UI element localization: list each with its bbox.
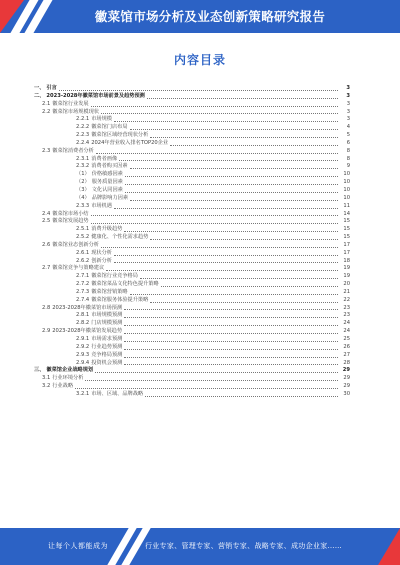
toc-entry-number: 二、 bbox=[34, 92, 45, 99]
toc-entry-title: 徽菜馆市场小结 bbox=[52, 210, 89, 217]
toc-entry-page: 29 bbox=[343, 383, 350, 390]
toc-entry-page: 8 bbox=[346, 155, 350, 162]
toc-entry-page: 25 bbox=[343, 336, 350, 342]
toc-entry-title: 消费者画像 bbox=[91, 155, 118, 162]
toc-leader-dots bbox=[124, 316, 338, 318]
toc-entry-number: 2.3.1 bbox=[76, 155, 90, 162]
toc-leader-dots bbox=[125, 175, 338, 177]
toc-entry[interactable] bbox=[30, 195, 350, 203]
toc-entry[interactable] bbox=[30, 265, 350, 273]
toc-entry-number: 2.5.2 bbox=[76, 234, 90, 241]
toc-entry[interactable] bbox=[30, 156, 350, 164]
toc-entry-page: 11 bbox=[343, 202, 350, 209]
toc-entry[interactable] bbox=[30, 218, 350, 226]
toc-entry-title: 徽菜馆服务体验提升策略 bbox=[91, 296, 149, 303]
toc-entry[interactable] bbox=[30, 101, 350, 109]
toc-entry-page: 3 bbox=[346, 108, 350, 115]
toc-entry-number: 2.8 bbox=[42, 304, 51, 311]
toc-entry-page: 17 bbox=[343, 241, 350, 248]
toc-entry-title: 市场规模预测 bbox=[91, 312, 123, 319]
toc-entry-number: （2） bbox=[76, 179, 90, 186]
toc-entry-number: 2.7 bbox=[42, 265, 51, 272]
toc-entry[interactable] bbox=[30, 109, 350, 117]
toc-leader-dots bbox=[91, 214, 338, 216]
toc-entry-title: 徽菜馆菜品文化特色提升策略 bbox=[91, 281, 159, 288]
toc-leader-dots bbox=[124, 308, 338, 310]
toc-leader-dots bbox=[114, 120, 338, 122]
toc-entry-page: 27 bbox=[343, 351, 350, 358]
toc-leader-dots bbox=[96, 152, 338, 154]
footer-slogan-right: 行业专家、管理专家、营销专家、战略专家、成功企业家…… bbox=[145, 542, 343, 550]
toc-leader-dots bbox=[140, 277, 338, 279]
toc-entry[interactable] bbox=[30, 320, 350, 328]
toc-entry[interactable] bbox=[30, 234, 350, 242]
toc-leader-dots bbox=[124, 324, 338, 326]
toc-entry-number: 2.6.2 bbox=[76, 257, 90, 264]
toc-entry-title: 消费者购买因素 bbox=[91, 163, 128, 170]
toc-entry[interactable] bbox=[30, 132, 350, 140]
toc-entry-page: 10 bbox=[343, 171, 350, 178]
toc-entry[interactable] bbox=[30, 124, 350, 132]
toc-leader-dots bbox=[124, 340, 338, 342]
toc-entry-title: 投资机会预测 bbox=[91, 359, 123, 366]
toc-entry-number: 2.1 bbox=[42, 100, 51, 107]
toc-entry-title: 消费升级趋势 bbox=[91, 226, 123, 233]
toc-leader-dots bbox=[101, 112, 338, 114]
toc-entry-page: 15 bbox=[343, 218, 350, 225]
toc-entry-title: 门店规模预测 bbox=[91, 320, 123, 327]
toc-entry[interactable] bbox=[30, 312, 350, 320]
toc-entry[interactable] bbox=[30, 305, 350, 313]
toc-entry-title: 徽菜馆发展趋势 bbox=[52, 218, 89, 225]
toc-entry[interactable] bbox=[30, 375, 350, 383]
toc-entry-title: 徽菜馆行业竞争格局 bbox=[91, 273, 138, 280]
toc-entry-page: 30 bbox=[343, 390, 350, 397]
footer-bar bbox=[0, 528, 400, 565]
toc-entry-number: （3） bbox=[76, 186, 90, 193]
toc-entry-number: 一、 bbox=[34, 85, 45, 91]
toc-entry-title: 服务质量因素 bbox=[91, 179, 123, 186]
toc-entry-number: 2.4 bbox=[42, 210, 51, 217]
toc-entry[interactable] bbox=[30, 297, 350, 305]
toc-entry-number: 2.9 bbox=[42, 328, 51, 335]
toc-entry-title: 徽菜馆市场规模现状 bbox=[52, 108, 99, 115]
toc-entry-number: 2.9.4 bbox=[76, 359, 90, 366]
toc-entry-page: 6 bbox=[346, 139, 350, 146]
toc-entry-page: 18 bbox=[343, 257, 350, 264]
toc-entry-title: 品牌影响力因素 bbox=[91, 194, 129, 201]
toc-entry-title: 市场机遇 bbox=[91, 202, 112, 209]
toc-leader-dots bbox=[170, 144, 338, 146]
toc-entry-title: 徽菜馆行业发展 bbox=[52, 100, 89, 107]
toc-entry-number: （4） bbox=[76, 194, 90, 201]
toc-entry-title: 2024年营业收入排名TOP20企业 bbox=[91, 139, 169, 146]
toc-entry-title: 徽菜馆营销策略 bbox=[91, 288, 128, 295]
toc-entry[interactable] bbox=[30, 383, 350, 391]
toc-leader-dots bbox=[125, 191, 338, 193]
toc-entry-page: 3 bbox=[346, 100, 350, 107]
toc-leader-dots bbox=[119, 159, 338, 161]
table-of-contents bbox=[30, 85, 350, 399]
toc-leader-dots bbox=[130, 199, 338, 201]
toc-entry-title: 徽菜馆消费者分析 bbox=[52, 147, 94, 154]
toc-entry-title: 行业环境分析 bbox=[52, 375, 84, 382]
document-title: 徽菜馆市场分析及业态创新策略研究报告 bbox=[94, 9, 326, 24]
toc-entry-title: 市场、区域、品牌战略 bbox=[91, 390, 144, 397]
toc-entry-page: 26 bbox=[343, 343, 350, 350]
toc-entry-page: 3 bbox=[346, 85, 350, 91]
toc-entry-number: 3.1 bbox=[42, 375, 51, 382]
toc-leader-dots bbox=[85, 379, 338, 381]
toc-entry-title: 文化认同因素 bbox=[91, 186, 123, 193]
toc-leader-dots bbox=[124, 363, 338, 365]
toc-entry-page: 15 bbox=[343, 226, 350, 233]
toc-entry-page: 28 bbox=[343, 359, 350, 366]
toc-leader-dots bbox=[130, 128, 338, 130]
toc-entry-title: 竞争格局预测 bbox=[91, 351, 123, 358]
toc-leader-dots bbox=[130, 293, 338, 295]
toc-entry-number: 2.2.4 bbox=[76, 139, 90, 146]
toc-entry-page: 5 bbox=[346, 132, 350, 139]
toc-entry-page: 10 bbox=[343, 194, 350, 201]
toc-entry-title: 行业战略 bbox=[52, 383, 74, 390]
toc-entry-page: 22 bbox=[343, 296, 350, 303]
toc-leader-dots bbox=[161, 285, 338, 287]
toc-entry-title: 2023-2028年徽菜馆市场前景及趋势预测 bbox=[46, 92, 145, 99]
toc-entry-number: 2.3.2 bbox=[76, 163, 90, 170]
toc-entry-number: （1） bbox=[76, 171, 90, 178]
toc-entry-page: 4 bbox=[346, 124, 350, 131]
toc-entry-number: 2.7.4 bbox=[76, 296, 90, 303]
toc-leader-dots bbox=[114, 254, 338, 256]
toc-entry-title: 徽菜馆区域经营现状分析 bbox=[91, 132, 149, 139]
toc-leader-dots bbox=[101, 246, 338, 248]
toc-entry-page: 9 bbox=[346, 163, 350, 170]
toc-leader-dots bbox=[95, 371, 338, 373]
toc-leader-dots bbox=[150, 136, 338, 138]
toc-entry[interactable] bbox=[30, 328, 350, 336]
toc-heading: 内容目录 bbox=[173, 53, 226, 67]
toc-entry-number: 2.8.2 bbox=[76, 320, 90, 327]
toc-leader-dots bbox=[145, 395, 338, 397]
toc-entry-number: 2.2.3 bbox=[76, 132, 90, 139]
toc-entry[interactable] bbox=[30, 85, 350, 93]
toc-entry[interactable] bbox=[30, 391, 350, 399]
toc-entry[interactable] bbox=[30, 148, 350, 156]
toc-entry-number: 2.8.1 bbox=[76, 312, 90, 319]
toc-entry-number: 2.6 bbox=[42, 241, 51, 248]
toc-entry-page: 20 bbox=[343, 281, 350, 288]
toc-entry-page: 23 bbox=[343, 312, 350, 319]
toc-entry-number: 2.2 bbox=[42, 108, 51, 115]
toc-entry[interactable] bbox=[30, 250, 350, 258]
toc-leader-dots bbox=[150, 301, 338, 303]
toc-leader-dots bbox=[125, 183, 338, 185]
toc-entry-title: 价格敏感因素 bbox=[91, 171, 123, 178]
toc-leader-dots bbox=[59, 89, 338, 91]
toc-entry-number: 三、 bbox=[34, 367, 45, 374]
toc-leader-dots bbox=[130, 167, 338, 169]
toc-leader-dots bbox=[106, 269, 338, 271]
toc-entry-page: 8 bbox=[346, 147, 350, 154]
toc-entry-number: 2.9.2 bbox=[76, 343, 90, 350]
toc-entry-title: 2023-2028年徽菜馆发展趋势 bbox=[52, 328, 123, 335]
toc-entry-number: 2.6.1 bbox=[76, 249, 90, 256]
toc-entry-page: 24 bbox=[343, 320, 350, 327]
toc-entry[interactable] bbox=[30, 336, 350, 344]
toc-entry-title: 创新分析 bbox=[91, 257, 112, 264]
toc-entry-page: 17 bbox=[343, 249, 350, 256]
toc-entry-page: 10 bbox=[343, 179, 350, 186]
toc-entry-number: 2.3 bbox=[42, 147, 51, 154]
toc-entry-title: 徽菜馆业态创新分析 bbox=[52, 241, 99, 248]
toc-entry-number: 2.2.1 bbox=[76, 116, 90, 123]
toc-entry-number: 2.5 bbox=[42, 218, 51, 225]
header-bar bbox=[0, 0, 400, 33]
toc-entry-page: 19 bbox=[343, 265, 350, 272]
toc-entry-page: 14 bbox=[343, 210, 350, 217]
toc-entry[interactable] bbox=[30, 281, 350, 289]
toc-entry-number: 2.2.2 bbox=[76, 124, 90, 131]
toc-entry-title: 徽菜馆企业战略规划 bbox=[46, 367, 94, 374]
toc-entry-title: 市场规模 bbox=[91, 116, 112, 123]
toc-entry-page: 24 bbox=[343, 328, 350, 335]
footer-red-corner bbox=[378, 528, 400, 565]
toc-entry[interactable] bbox=[30, 242, 350, 250]
toc-entry-number: 2.7.2 bbox=[76, 281, 90, 288]
toc-leader-dots bbox=[114, 261, 338, 263]
toc-entry-title: 2023-2028年徽菜馆市场预测 bbox=[52, 304, 123, 311]
toc-entry-title: 市场需求预测 bbox=[91, 336, 123, 342]
toc-entry[interactable] bbox=[30, 226, 350, 234]
toc-entry-page: 19 bbox=[343, 273, 350, 280]
toc-entry-number: 2.3.3 bbox=[76, 202, 90, 209]
toc-entry-page: 3 bbox=[346, 116, 350, 123]
toc-leader-dots bbox=[75, 387, 338, 389]
toc-entry-page: 10 bbox=[343, 186, 350, 193]
toc-entry[interactable] bbox=[30, 179, 350, 187]
toc-leader-dots bbox=[124, 332, 338, 334]
footer-slogan-left: 让每个人都能成为 bbox=[48, 542, 108, 550]
toc-leader-dots bbox=[147, 97, 338, 99]
toc-leader-dots bbox=[124, 348, 338, 350]
toc-entry-number: 2.9.3 bbox=[76, 351, 90, 358]
toc-entry-page: 3 bbox=[346, 92, 350, 99]
toc-entry-page: 29 bbox=[342, 367, 350, 374]
toc-entry-number: 2.7.3 bbox=[76, 288, 90, 295]
toc-entry[interactable] bbox=[30, 352, 350, 360]
toc-entry-number: 3.2 bbox=[42, 383, 51, 390]
toc-entry[interactable] bbox=[30, 116, 350, 124]
toc-leader-dots bbox=[114, 207, 338, 209]
toc-leader-dots bbox=[91, 222, 338, 224]
toc-entry-title: 行业趋势预测 bbox=[91, 343, 123, 350]
toc-entry-page: 29 bbox=[343, 375, 350, 382]
toc-entry-number: 2.5.1 bbox=[76, 226, 90, 233]
toc-entry-title: 健康化、个性化需求趋势 bbox=[91, 234, 149, 241]
toc-entry[interactable] bbox=[30, 140, 350, 148]
toc-entry[interactable] bbox=[30, 289, 350, 297]
toc-leader-dots bbox=[150, 238, 338, 240]
toc-entry[interactable] bbox=[30, 171, 350, 179]
toc-entry[interactable] bbox=[30, 203, 350, 211]
toc-entry-page: 23 bbox=[343, 304, 350, 311]
toc-leader-dots bbox=[124, 230, 338, 232]
toc-entry-number: 2.9.1 bbox=[76, 336, 90, 342]
toc-entry-title: 徽菜馆门店布局 bbox=[91, 124, 128, 131]
toc-entry[interactable] bbox=[30, 273, 350, 281]
toc-entry-page: 15 bbox=[343, 234, 350, 241]
toc-entry[interactable] bbox=[30, 344, 350, 352]
toc-entry[interactable] bbox=[30, 93, 350, 101]
toc-entry-title: 现状分析 bbox=[91, 249, 112, 256]
toc-entry-number: 3.2.1 bbox=[76, 390, 90, 397]
toc-leader-dots bbox=[124, 356, 338, 358]
toc-entry-title: 引言 bbox=[46, 85, 57, 91]
toc-leader-dots bbox=[91, 105, 338, 107]
toc-entry-title: 徽菜馆竞争与策略建议 bbox=[52, 265, 105, 272]
toc-entry-page: 21 bbox=[343, 288, 350, 295]
toc-entry[interactable] bbox=[30, 187, 350, 195]
toc-entry-number: 2.7.1 bbox=[76, 273, 90, 280]
